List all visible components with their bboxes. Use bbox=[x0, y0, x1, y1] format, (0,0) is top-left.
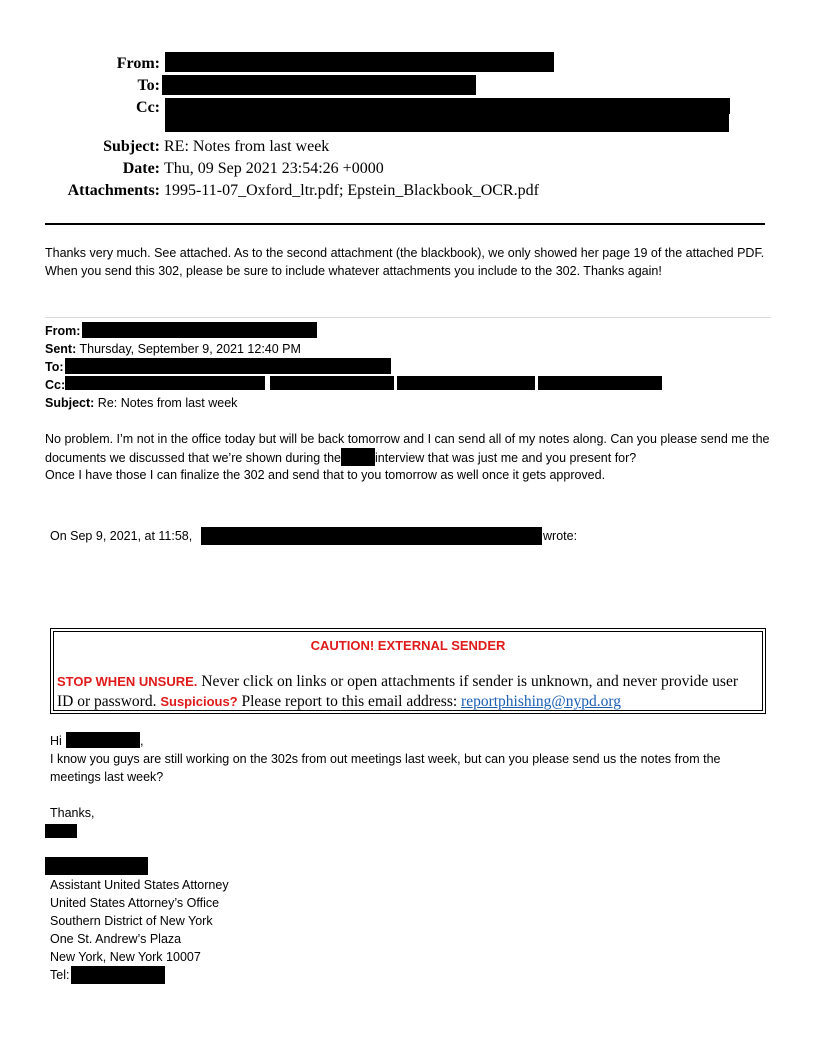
fwd-from-line bbox=[45, 322, 80, 340]
fwd-to-label: To: bbox=[45, 360, 64, 374]
redaction-fwd-from bbox=[82, 322, 317, 338]
header-date-value: Thu, 09 Sep 2021 23:54:26 +0000 bbox=[164, 160, 384, 177]
caution-suspicious-label: Suspicious? bbox=[160, 694, 238, 709]
fwd-body-part2: interview that was just me and you present for? bbox=[375, 451, 637, 465]
fwd-subject-line bbox=[45, 394, 237, 412]
fwd-sent-line bbox=[45, 340, 301, 358]
fwd-subject-label: Subject: bbox=[45, 396, 95, 410]
fwd-cc-line bbox=[45, 376, 65, 394]
redaction-signature-name bbox=[45, 857, 148, 875]
header-divider bbox=[45, 223, 765, 225]
fwd-sent-label: Sent: bbox=[45, 342, 77, 356]
signature-address2: New York, New York 10007 bbox=[50, 950, 201, 964]
signature-office: United States Attorney’s Office bbox=[50, 896, 220, 910]
header-from-label: From: bbox=[116, 55, 160, 72]
header-subject-value: RE: Notes from last week bbox=[164, 138, 330, 155]
on-prefix: On Sep 9, 2021, at 11:58, bbox=[50, 529, 193, 543]
redaction-to bbox=[162, 75, 476, 95]
redaction-from bbox=[165, 52, 554, 72]
reply-body: Thanks very much. See attached. As to the second attachment (the blackbook), we only showed her page 19 of the attached PDF. When you send this 302, please be sure to include whatever attachments you include to the 302. Thanks again! bbox=[45, 246, 765, 278]
fwd-to-line bbox=[45, 358, 64, 376]
redaction-fwd-cc-2 bbox=[270, 376, 394, 390]
signature-address1: One St. Andrew’s Plaza bbox=[50, 932, 182, 946]
caution-stop-label: STOP WHEN UNSURE. bbox=[57, 674, 198, 689]
header-attachments-value[interactable]: 1995-11-07_Oxford_ltr.pdf; Epstein_Blackbook_OCR.pdf bbox=[164, 182, 539, 199]
caution-report-text: Please report to this email address: bbox=[237, 693, 458, 710]
header-subject-label: Subject: bbox=[103, 138, 160, 155]
thanks-line: Thanks, bbox=[50, 806, 95, 820]
on-suffix: wrote: bbox=[543, 529, 578, 543]
redaction-greeting-name bbox=[66, 732, 140, 748]
fwd-body-line1 bbox=[45, 430, 770, 467]
redaction-tel bbox=[71, 966, 165, 984]
header-attachments-label: Attachments: bbox=[67, 182, 160, 199]
signature-district: Southern District of New York bbox=[50, 914, 213, 928]
header-cc-label: Cc: bbox=[136, 99, 160, 116]
fwd-subject-value: Re: Notes from last week bbox=[97, 396, 238, 410]
greeting-comma: , bbox=[140, 734, 144, 748]
caution-box bbox=[50, 628, 766, 714]
on-date-line bbox=[50, 527, 192, 545]
fwd-body-part1: No problem. I’m not in the office today but will be back tomorrow and I can send all of my notes along. Can you please send me the documents we discussed that we’re shown during the bbox=[45, 432, 770, 465]
report-phishing-link[interactable]: reportphishing@nypd.org bbox=[461, 693, 621, 710]
fwd-sent-value: Thursday, September 9, 2021 12:40 PM bbox=[79, 342, 301, 356]
fwd-from-label: From: bbox=[45, 324, 81, 338]
caution-body bbox=[57, 672, 757, 712]
signature-tel-label: Tel: bbox=[50, 968, 70, 982]
redaction-fwd-cc-4 bbox=[538, 376, 662, 390]
original-body: I know you guys are still working on the 302s from out meetings last week, but can you please send us the notes from the meetings last week? bbox=[50, 752, 721, 784]
fwd-body-redaction bbox=[341, 448, 375, 466]
greeting: Hi bbox=[50, 734, 62, 748]
header-date-label: Date: bbox=[122, 160, 160, 177]
redaction-fwd-to bbox=[65, 358, 391, 374]
redaction-on-sender bbox=[201, 527, 542, 545]
caution-box-inner bbox=[53, 631, 763, 711]
fwd-cc-label: Cc: bbox=[45, 378, 66, 392]
redaction-fwd-cc-1 bbox=[65, 376, 265, 390]
reply-divider bbox=[45, 317, 771, 318]
redaction-sender-short bbox=[45, 824, 77, 838]
caution-title: CAUTION! EXTERNAL SENDER bbox=[310, 638, 506, 653]
greeting-line bbox=[50, 732, 62, 750]
header-to-label: To: bbox=[137, 77, 160, 94]
redaction-cc-2 bbox=[165, 112, 729, 132]
redaction-fwd-cc-3 bbox=[397, 376, 535, 390]
fwd-body-line3: Once I have those I can finalize the 302 and send that to you tomorrow as well once it gets approved. bbox=[45, 468, 606, 482]
signature-title: Assistant United States Attorney bbox=[50, 878, 229, 892]
caution-stop-text: Never click on links or open attachments if sender is unknown, and never provide user ID or password. bbox=[57, 673, 738, 710]
